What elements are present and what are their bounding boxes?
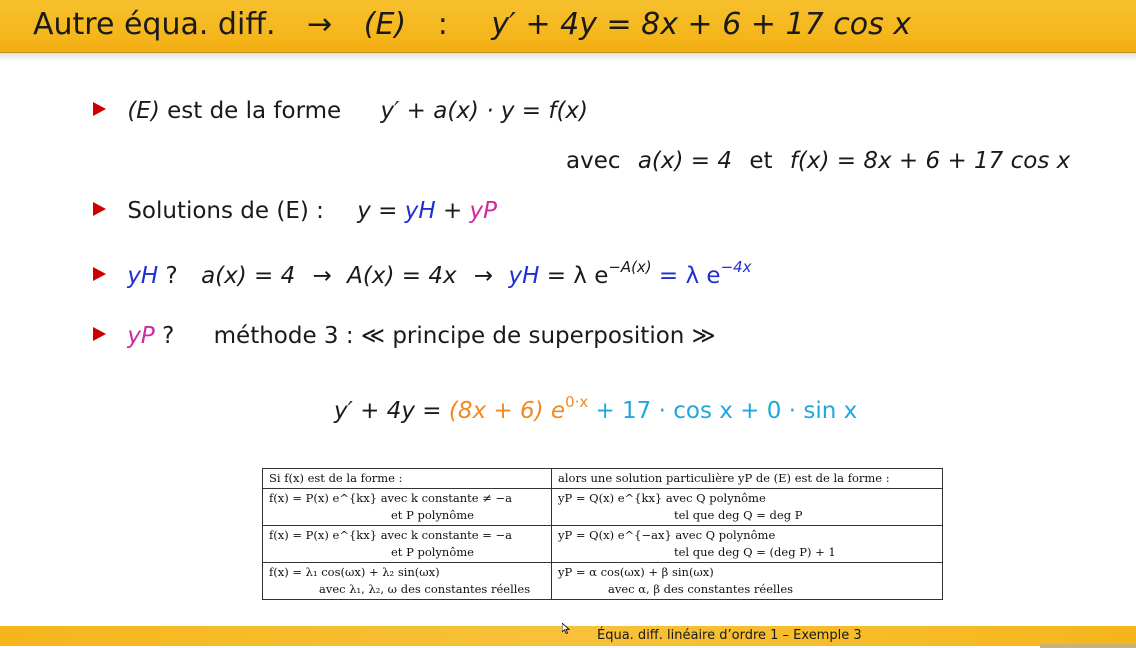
bullet-2-text: Solutions de (E) : xyxy=(127,198,324,224)
bullet-2 xyxy=(93,198,497,224)
bullet-1-avec: avec xyxy=(566,148,621,174)
central-equation xyxy=(334,393,857,424)
table-header-right: alors une solution particulière yP de (E) est de la forme : xyxy=(552,469,943,489)
title-equation: y′ + 4y = 8x + 6 + 17 cos x xyxy=(491,7,911,42)
bullet-4-q: ? xyxy=(162,323,175,349)
row-1-left-1: f(x) = P(x) e^{kx} avec k constante ≠ −a xyxy=(269,491,512,505)
title-arrow: → xyxy=(307,7,333,42)
bullet-1 xyxy=(93,98,588,124)
title-colon: : xyxy=(437,7,448,42)
bullet-4 xyxy=(93,323,716,349)
bullet-triangle-icon xyxy=(93,327,106,341)
bullet-2-yh: yH xyxy=(404,198,436,224)
table-header xyxy=(263,469,943,489)
row-3-left-1: f(x) = λ₁ cos(ωx) + λ₂ sin(ωx) xyxy=(269,565,440,579)
superposition-table xyxy=(262,468,943,600)
bullet-3-yh-2: yH xyxy=(508,263,540,290)
bullet-1-et: et xyxy=(749,148,773,174)
title-shadow xyxy=(0,52,1136,62)
title-label: Autre équa. diff. xyxy=(33,7,276,42)
table-header-left: Si f(x) est de la forme : xyxy=(263,469,552,489)
table-row xyxy=(263,563,943,600)
bullet-3-yh: yH xyxy=(127,263,159,290)
row-3-right-1: yP = α cos(ωx) + β sin(ωx) xyxy=(558,565,714,579)
central-poly-exp: 0·x xyxy=(565,393,589,411)
bullet-1-prefix: (E) xyxy=(127,98,160,124)
footer-title: Équa. diff. linéaire d’ordre 1 – Exemple 3 xyxy=(597,628,862,643)
bullet-3 xyxy=(93,258,751,289)
bullet-2-yp: yP xyxy=(469,198,498,224)
bullet-2-y: y = xyxy=(357,198,398,224)
bullet-1-formula: y′ + a(x) · y = f(x) xyxy=(380,98,589,124)
row-1-right-1: yP = Q(x) e^{kx} avec Q polynôme xyxy=(558,491,766,505)
row-2-left-1: f(x) = P(x) e^{kx} avec k constante = −a xyxy=(269,528,512,542)
title-bar xyxy=(0,0,1136,53)
corner-indicator xyxy=(1040,644,1136,648)
row-1-right-2: tel que deg Q = deg P xyxy=(674,508,803,522)
slide-title xyxy=(33,7,911,42)
mouse-cursor-icon xyxy=(562,623,570,634)
bullet-3-A: A(x) = 4x xyxy=(347,263,457,290)
row-3-left-2: avec λ₁, λ₂, ω des constantes réelles xyxy=(319,582,531,596)
bullet-3-eq-1: = λ e xyxy=(546,263,609,290)
table-row xyxy=(263,526,943,563)
bullet-triangle-icon xyxy=(93,202,106,216)
bullet-1-text: est de la forme xyxy=(167,98,342,124)
bullet-3-eq-2: = λ e xyxy=(658,263,721,290)
bullet-1-conditions xyxy=(566,148,1070,174)
row-2-right-2: tel que deg Q = (deg P) + 1 xyxy=(674,545,836,559)
table-row xyxy=(263,489,943,526)
row-2-right-1: yP = Q(x) e^{−ax} avec Q polynôme xyxy=(558,528,776,542)
title-lhs: (E) xyxy=(363,7,407,42)
bullet-1-f: f(x) = 8x + 6 + 17 cos x xyxy=(789,148,1071,174)
bullet-4-yp: yP xyxy=(127,323,155,349)
row-2-left-2: et P polynôme xyxy=(391,545,474,559)
bullet-4-text: méthode 3 : ≪ principe de superposition ≫ xyxy=(213,323,716,349)
central-trig: + 17 · cos x + 0 · sin x xyxy=(595,398,858,425)
bullet-1-a: a(x) = 4 xyxy=(637,148,733,174)
bullet-3-exp-1: −A(x) xyxy=(608,258,652,276)
central-poly: (8x + 6) e xyxy=(448,398,566,425)
bullet-triangle-icon xyxy=(93,267,106,281)
bullet-2-plus: + xyxy=(442,198,463,224)
central-lhs: y′ + 4y = xyxy=(334,398,442,425)
bullet-3-q: ? xyxy=(165,263,178,290)
bullet-triangle-icon xyxy=(93,102,106,116)
bullet-3-a: a(x) = 4 xyxy=(201,263,296,290)
bullet-3-arrow-1: → xyxy=(312,263,332,290)
bullet-3-arrow-2: → xyxy=(473,263,494,290)
row-1-left-2: et P polynôme xyxy=(391,508,474,522)
bullet-3-exp-2: −4x xyxy=(720,258,752,276)
row-3-right-2: avec α, β des constantes réelles xyxy=(608,582,794,596)
